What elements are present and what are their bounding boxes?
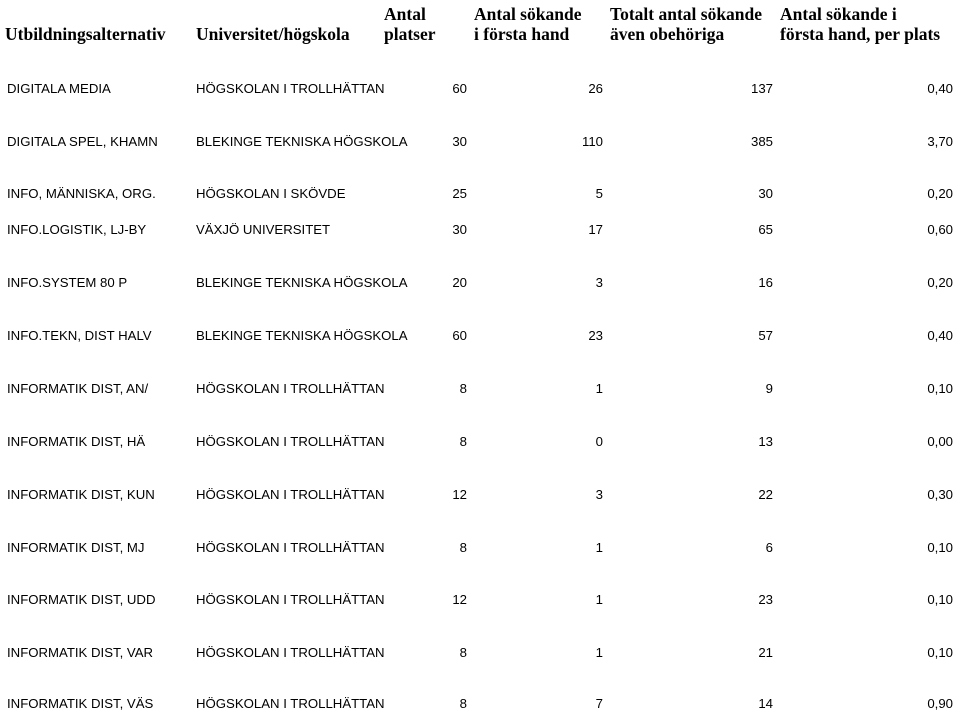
header-places-line1: Antal (384, 4, 426, 24)
cell-university[interactable]: BLEKINGE TEKNISKA HÖGSKOLA (196, 134, 408, 149)
cell-ratio[interactable]: 0,60 (927, 222, 953, 237)
cell-total[interactable]: 6 (765, 540, 773, 555)
cell-first-choice[interactable]: 5 (595, 186, 603, 201)
cell-total[interactable]: 23 (758, 592, 773, 607)
cell-first-choice[interactable]: 3 (595, 275, 603, 290)
table-row[interactable] (0, 485, 960, 505)
cell-ratio[interactable]: 0,10 (927, 540, 953, 555)
cell-program[interactable]: DIGITALA MEDIA (7, 81, 111, 96)
cell-university[interactable]: BLEKINGE TEKNISKA HÖGSKOLA (196, 275, 408, 290)
cell-first-choice[interactable]: 1 (595, 592, 603, 607)
header-places-line2: platser (384, 24, 436, 44)
header-first-line2: i första hand (474, 24, 570, 44)
cell-program[interactable]: INFORMATIK DIST, VÄS (7, 696, 154, 711)
table-row[interactable] (0, 432, 960, 452)
cell-program[interactable]: INFO.SYSTEM 80 P (7, 275, 128, 290)
cell-ratio[interactable]: 0,00 (927, 434, 953, 449)
header-university-label: Universitet/högskola (196, 24, 350, 44)
cell-university[interactable]: HÖGSKOLAN I SKÖVDE (196, 186, 346, 201)
cell-places[interactable]: 12 (452, 487, 467, 502)
cell-program[interactable]: INFORMATIK DIST, KUN (7, 487, 155, 502)
cell-places[interactable]: 60 (452, 81, 467, 96)
cell-program[interactable]: INFO.TEKN, DIST HALV (7, 328, 152, 343)
cell-places[interactable]: 8 (459, 696, 467, 711)
table-row[interactable] (0, 590, 960, 610)
cell-ratio[interactable]: 3,70 (927, 134, 953, 149)
cell-program[interactable]: INFORMATIK DIST, HÄ (7, 434, 146, 449)
cell-program[interactable]: INFORMATIK DIST, UDD (7, 592, 156, 607)
cell-ratio[interactable]: 0,10 (927, 592, 953, 607)
cell-university[interactable]: HÖGSKOLAN I TROLLHÄTTAN (196, 434, 385, 449)
cell-university[interactable]: HÖGSKOLAN I TROLLHÄTTAN (196, 81, 385, 96)
cell-university[interactable]: HÖGSKOLAN I TROLLHÄTTAN (196, 540, 385, 555)
cell-places[interactable]: 8 (459, 540, 467, 555)
cell-total[interactable]: 22 (758, 487, 773, 502)
table-row[interactable] (0, 220, 960, 240)
cell-total[interactable]: 16 (758, 275, 773, 290)
cell-total[interactable]: 137 (750, 81, 773, 96)
header-ratio-line1: Antal sökande i (780, 4, 897, 24)
cell-ratio[interactable]: 0,10 (927, 381, 953, 396)
cell-places[interactable]: 30 (452, 222, 467, 237)
cell-places[interactable]: 25 (452, 186, 467, 201)
cell-total[interactable]: 385 (750, 134, 773, 149)
cell-program[interactable]: INFO, MÄNNISKA, ORG. (7, 186, 156, 201)
cell-ratio[interactable]: 0,40 (927, 81, 953, 96)
cell-ratio[interactable]: 0,10 (927, 645, 953, 660)
cell-university[interactable]: BLEKINGE TEKNISKA HÖGSKOLA (196, 328, 408, 343)
cell-places[interactable]: 8 (459, 381, 467, 396)
cell-program[interactable]: DIGITALA SPEL, KHAMN (7, 134, 158, 149)
cell-first-choice[interactable]: 3 (595, 487, 603, 502)
cell-total[interactable]: 21 (758, 645, 773, 660)
cell-places[interactable]: 60 (452, 328, 467, 343)
cell-ratio[interactable]: 0,20 (927, 275, 953, 290)
table-row[interactable] (0, 273, 960, 293)
header-program-label: Utbildningsalternativ (5, 24, 166, 44)
cell-first-choice[interactable]: 23 (588, 328, 603, 343)
header-total-line2: även obehöriga (610, 24, 725, 44)
cell-total[interactable]: 30 (758, 186, 773, 201)
table-row[interactable] (0, 79, 960, 99)
header-total-line1: Totalt antal sökande (610, 4, 763, 24)
cell-total[interactable]: 9 (765, 381, 773, 396)
cell-ratio[interactable]: 0,40 (927, 328, 953, 343)
table-row[interactable] (0, 643, 960, 663)
cell-places[interactable]: 30 (452, 134, 467, 149)
cell-program[interactable]: INFORMATIK DIST, MJ (7, 540, 145, 555)
cell-university[interactable]: HÖGSKOLAN I TROLLHÄTTAN (196, 487, 385, 502)
cell-university[interactable]: HÖGSKOLAN I TROLLHÄTTAN (196, 381, 385, 396)
cell-first-choice[interactable]: 1 (595, 645, 603, 660)
cell-first-choice[interactable]: 17 (588, 222, 603, 237)
cell-ratio[interactable]: 0,20 (927, 186, 953, 201)
cell-places[interactable]: 8 (459, 434, 467, 449)
cell-total[interactable]: 65 (758, 222, 773, 237)
header-ratio-line2: första hand, per plats (780, 24, 941, 44)
cell-ratio[interactable]: 0,90 (927, 696, 953, 711)
table-row[interactable] (0, 326, 960, 346)
cell-first-choice[interactable]: 1 (595, 381, 603, 396)
table-row[interactable] (0, 132, 960, 152)
table-row[interactable] (0, 538, 960, 558)
cell-first-choice[interactable]: 1 (595, 540, 603, 555)
cell-first-choice[interactable]: 0 (595, 434, 603, 449)
cell-total[interactable]: 13 (758, 434, 773, 449)
cell-university[interactable]: HÖGSKOLAN I TROLLHÄTTAN (196, 592, 385, 607)
cell-first-choice[interactable]: 7 (595, 696, 603, 711)
cell-university[interactable]: HÖGSKOLAN I TROLLHÄTTAN (196, 696, 385, 711)
cell-places[interactable]: 8 (459, 645, 467, 660)
cell-total[interactable]: 57 (758, 328, 773, 343)
cell-university[interactable]: VÄXJÖ UNIVERSITET (196, 222, 331, 237)
cell-first-choice[interactable]: 26 (588, 81, 603, 96)
cell-first-choice[interactable]: 110 (581, 134, 603, 149)
cell-program[interactable]: INFO.LOGISTIK, LJ-BY (7, 222, 147, 237)
cell-places[interactable]: 20 (452, 275, 467, 290)
cell-ratio[interactable]: 0,30 (927, 487, 953, 502)
cell-total[interactable]: 14 (758, 696, 773, 711)
cell-program[interactable]: INFORMATIK DIST, VAR (7, 645, 154, 660)
cell-places[interactable]: 12 (452, 592, 467, 607)
header-first-line1: Antal sökande (474, 4, 582, 24)
cell-program[interactable]: INFORMATIK DIST, AN/ (7, 381, 149, 396)
table-row[interactable] (0, 379, 960, 399)
cell-university[interactable]: HÖGSKOLAN I TROLLHÄTTAN (196, 645, 385, 660)
table-row[interactable] (0, 694, 960, 714)
table-row[interactable] (0, 184, 960, 204)
